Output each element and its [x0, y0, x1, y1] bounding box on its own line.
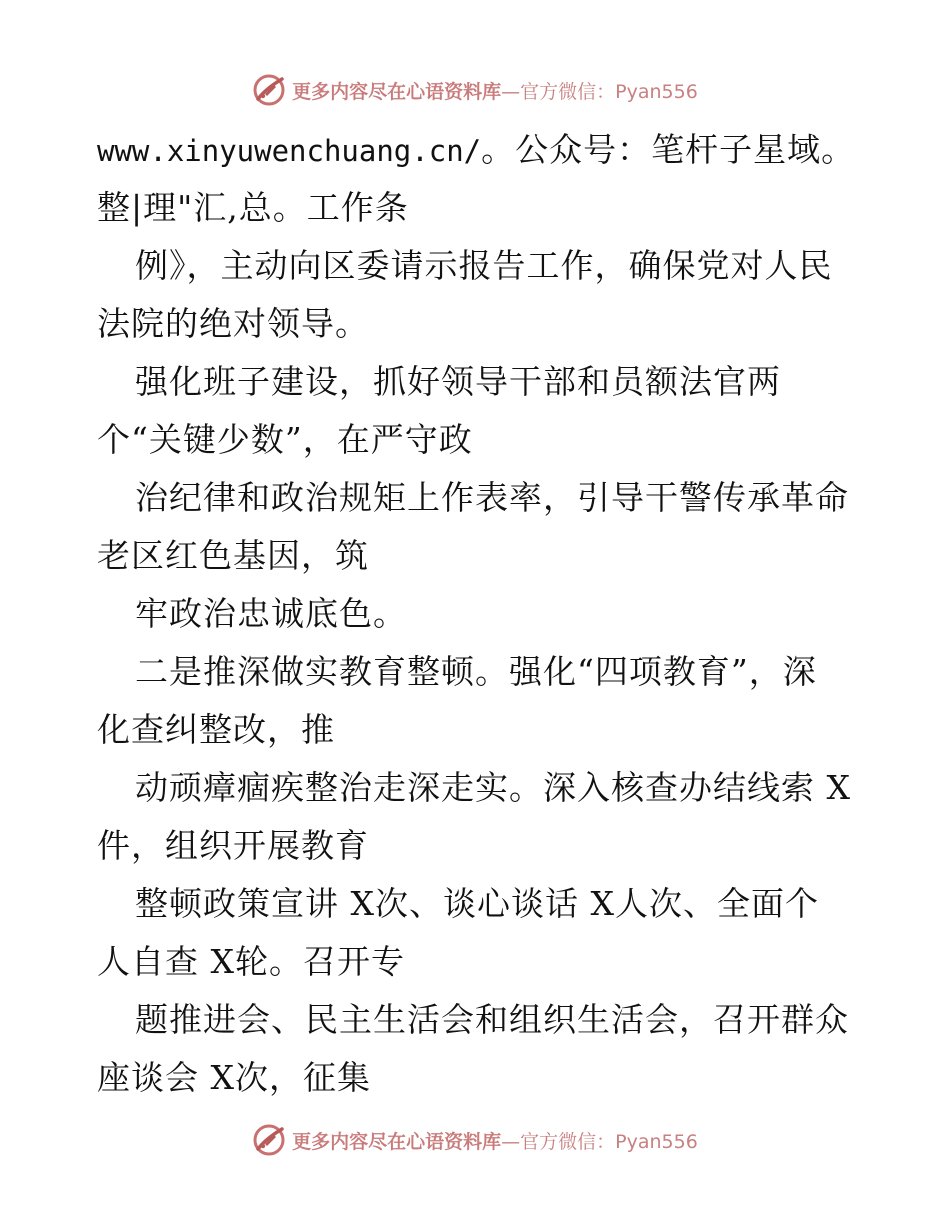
pen-swirl-logo-icon — [252, 73, 286, 107]
text-line-12: 动顽瘴痼疾整治走深走实。深入核查办结线索 X — [135, 768, 851, 807]
text-line-8: 老区红色基因，筑 — [97, 536, 369, 575]
watermark-contact: —官方微信：Pyan556 — [501, 80, 698, 103]
text-line-13: 件，组织开展教育 — [97, 826, 369, 865]
text-line-10: 二是推深做实教育整顿。强化“四项教育”，深 — [135, 652, 817, 691]
text-line-11: 化查纠整改，推 — [97, 710, 335, 749]
text-line-7: 治纪律和政治规矩上作表率，引导干警传承革命 — [135, 478, 849, 517]
watermark-group — [252, 73, 698, 107]
text-line-3: 例》，主动向区委请示报告工作，确保党对人民 — [135, 246, 833, 285]
text-line-14: 整顿政策宣讲 X次、谈心谈话 X人次、全面个 — [135, 884, 819, 923]
source-note: 。公众号：笔杆子星域。 — [481, 130, 856, 169]
text-line-2: 整|理"汇,总。工作条 — [97, 188, 409, 227]
text-line-4: 法院的绝对领导。 — [97, 304, 369, 343]
document-body — [97, 126, 867, 1112]
watermark-text — [292, 77, 698, 104]
text-line-1 — [97, 126, 867, 184]
watermark-contact: —官方微信：Pyan556 — [501, 1130, 698, 1153]
text-line-6: 个“关键少数”，在严守政 — [97, 420, 473, 459]
header-watermark — [0, 72, 950, 108]
text-line-5: 强化班子建设，抓好领导干部和员额法官两 — [135, 362, 781, 401]
text-line-9: 牢政治忠诚底色。 — [135, 594, 407, 633]
text-line-15: 人自查 X轮。召开专 — [97, 942, 405, 981]
text-line-17: 座谈会 X次，征集 — [97, 1058, 371, 1097]
watermark-brand: 更多内容尽在心语资料库 — [292, 1130, 502, 1153]
text-line-16: 题推进会、民主生活会和组织生活会，召开群众 — [135, 1000, 849, 1039]
source-url: www.xinyuwenchuang.cn/ — [97, 134, 482, 168]
watermark-text — [292, 1127, 698, 1154]
footer-watermark — [0, 1122, 950, 1158]
watermark-group — [252, 1123, 698, 1157]
watermark-brand: 更多内容尽在心语资料库 — [292, 80, 502, 103]
pen-swirl-logo-icon — [252, 1123, 286, 1157]
